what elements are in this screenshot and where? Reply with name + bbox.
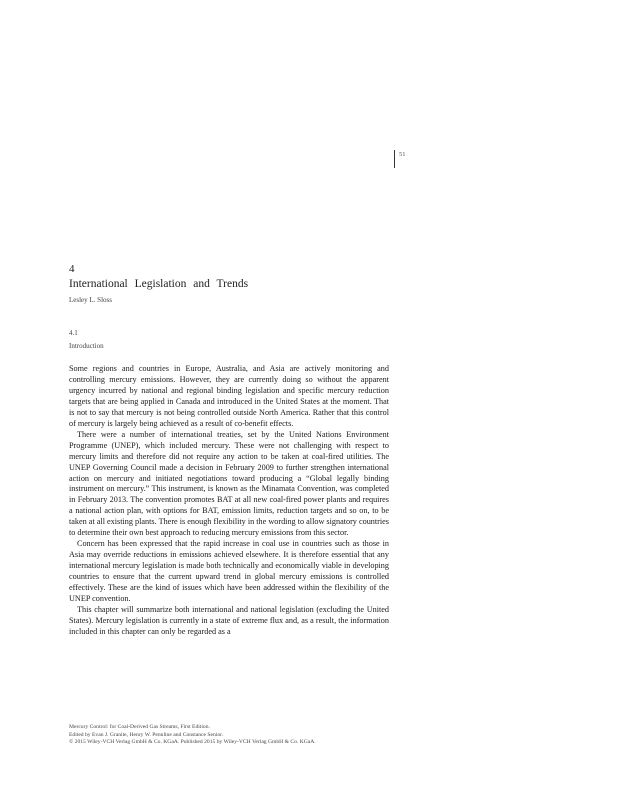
body-paragraph: Some regions and countries in Europe, Australia, and Asia are actively monitoring and controlling mercury emissions. However, they are currently doing so without the apparent urgency incurred by national and regional binding legislation and specific mercury reduction targets that are being applied in Canada and introduced in the United States at the moment. That is not to say that mercury is not being controlled outside North America. Rather that this control of mercury is largely being achieved as a result of co-benefit effects. <box>69 364 389 428</box>
chapter-title: International Legislation and Trends <box>69 278 249 290</box>
footer-book-title: Mercury Control: for Coal-Derived Gas Streams, First Edition. <box>69 724 210 730</box>
chapter-number: 4 <box>69 263 75 275</box>
body-paragraph: There were a number of international treaties, set by the United Nations Environment Programme (UNEP), which included mercury. These were not challenging with respect to mercury limits and therefore did not require any action to be taken at coal-fired utilities. The UNEP Governing Council made a decision in February 2009 to further strengthen international action on mercury and initiated negotiations toward producing a “Global legally binding instrument on mercury.” This instrument, is known as the Minamata Convention, was completed in February 2013. The convention promotes BAT at all new coal-fired power plants and requires a national action plan, with options for BAT, emission limits, reduction targets and so on, to be taken at all existing plants. There is enough flexibility in the wording to allow signatory countries to determine their own best approach to reducing mercury emissions from this sector. <box>69 429 389 538</box>
body-text <box>69 364 389 638</box>
footer-editors: Edited by Evan J. Granite, Henry W. Pennline and Constance Senior. <box>69 731 224 738</box>
page-number-rule <box>394 150 395 168</box>
chapter-author: Lesley L. Sloss <box>69 296 112 304</box>
section-number: 4.1 <box>69 329 78 337</box>
body-paragraph: This chapter will summarize both international and national legislation (excluding the United States). Mercury legislation is currently in a state of extreme flux and, as a result, the information included in this chapter can only be regarded as a <box>69 604 389 636</box>
page-number: 51 <box>399 151 406 158</box>
footer-copyright: © 2015 Wiley-VCH Verlag GmbH & Co. KGaA. Published 2015 by Wiley-VCH Verlag GmbH & Co. KGaA. <box>69 739 316 746</box>
copyright-footer <box>69 724 399 747</box>
body-paragraph: Concern has been expressed that the rapid increase in coal use in countries such as those in Asia may override reductions in emissions achieved elsewhere. It is therefore essential that any international mercury legislation is made both technically and economically viable in developing countries to ensure that the current upward trend in global mercury emissions is controlled effectively. These are the kind of issues which have been addressed within the flexibility of the UNEP convention. <box>69 539 389 604</box>
section-title: Introduction <box>69 342 104 350</box>
